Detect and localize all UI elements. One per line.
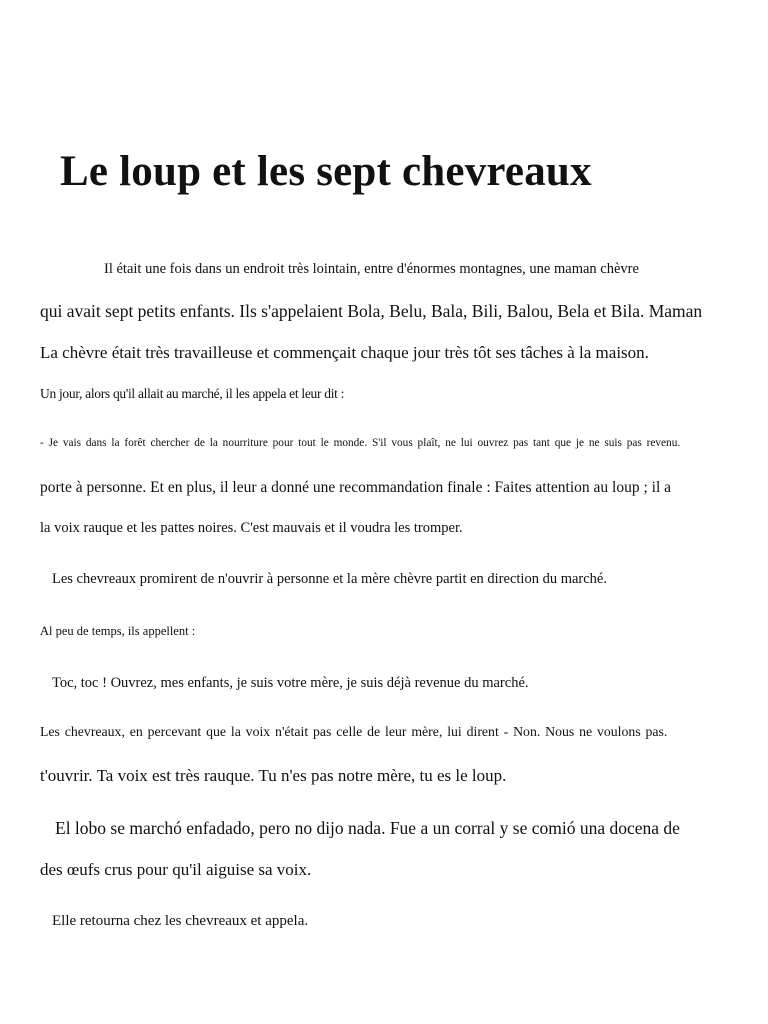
text-line-8: Les chevreaux promirent de n'ouvrir à personne et la mère chèvre partit en direction du marché. <box>52 571 607 587</box>
document-title: Le loup et les sept chevreaux <box>60 148 592 195</box>
text-line-7: la voix rauque et les pattes noires. C'est mauvais et il voudra les tromper. <box>40 520 463 536</box>
text-line-10: Toc, toc ! Ouvrez, mes enfants, je suis votre mère, je suis déjà revenue du marché. <box>52 675 529 691</box>
text-line-1: Il était une fois dans un endroit très lointain, entre d'énormes montagnes, une maman chèvre <box>104 261 639 277</box>
text-line-4: Un jour, alors qu'il allait au marché, il les appela et leur dit : <box>40 386 345 401</box>
text-line-11: Les chevreaux, en percevant que la voix n'était pas celle de leur mère, lui dirent - Non. Nous ne voulons pas. <box>40 724 668 739</box>
text-line-6: porte à personne. Et en plus, il leur a donné une recommandation finale : Faites attention au loup ; il a <box>40 479 672 496</box>
text-line-13: El lobo se marchó enfadado, pero no dijo nada. Fue a un corral y se comió una docena de <box>55 818 680 838</box>
text-line-12: t'ouvrir. Ta voix est très rauque. Tu n'es pas notre mère, tu es le loup. <box>40 766 507 785</box>
text-line-2: qui avait sept petits enfants. Ils s'appelaient Bola, Belu, Bala, Bili, Balou, Bela et Bila. Maman <box>40 301 703 321</box>
text-line-9: Al peu de temps, ils appellent : <box>40 624 196 638</box>
text-line-5: - Je vais dans la forêt chercher de la nourriture pour tout le monde. S'il vous plaît, ne lui ouvrez pas tant que je ne suis pas revenu. <box>40 437 681 449</box>
text-line-15: Elle retourna chez les chevreaux et appela. <box>52 913 309 929</box>
text-line-3: La chèvre était très travailleuse et commençait chaque jour très tôt ses tâches à la maison. <box>40 343 649 362</box>
text-line-14: des œufs crus pour qu'il aiguise sa voix. <box>40 860 312 879</box>
